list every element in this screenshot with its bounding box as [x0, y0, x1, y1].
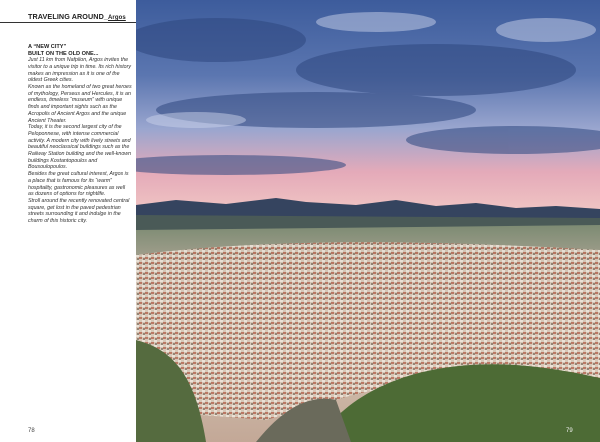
article-heading-2: BUILT ON THE OLD ONE... [28, 50, 99, 57]
article-heading-1: A “NEW CITY” [28, 44, 67, 50]
page-number-left: 78 [28, 428, 35, 434]
header-rule [0, 22, 136, 23]
left-page [0, 0, 136, 442]
article-paragraph-3: Today, it is the second largest city of the Peloponnese, with intense commercial activity. A modern city with lively streets and beautiful neoclassical buildings such as the Railway Station building and the well-known buildings Kostantopoulos and Bousoulopoulos. [28, 124, 132, 171]
city-photo [136, 0, 600, 442]
section-header [28, 12, 126, 21]
page-number-right: 79 [566, 428, 573, 434]
header-subtitle: Argos [107, 15, 126, 21]
article-paragraph-2: Known as the homeland of two great heroes of mythology, Perseus and Hercules, it is an endless, timeless “museum” with unique finds and important sights such as the Acropolis of Ancient Argos and the unique Ancient Theater. [28, 84, 132, 124]
article-paragraph-1: Just 11 km from Nafplion, Argos invites the visitor to a unique trip in time. Its rich history makes an impression as it is one of the oldest Greek cities. [28, 57, 132, 84]
article-paragraph-5: Stroll around the recently renovated central square, get lost in the paved pedestrian streets surrounding it and indulge in the charm of this historic city. [28, 197, 130, 225]
header-title: TRAVELING AROUND_ [28, 12, 108, 21]
article-paragraph-4: Besides the great cultural interest, Argos is a place that is famous for its “warm” hospitality, gastronomic pleasures as well as dozens of options for nightlife. [28, 171, 129, 198]
article [28, 44, 132, 225]
